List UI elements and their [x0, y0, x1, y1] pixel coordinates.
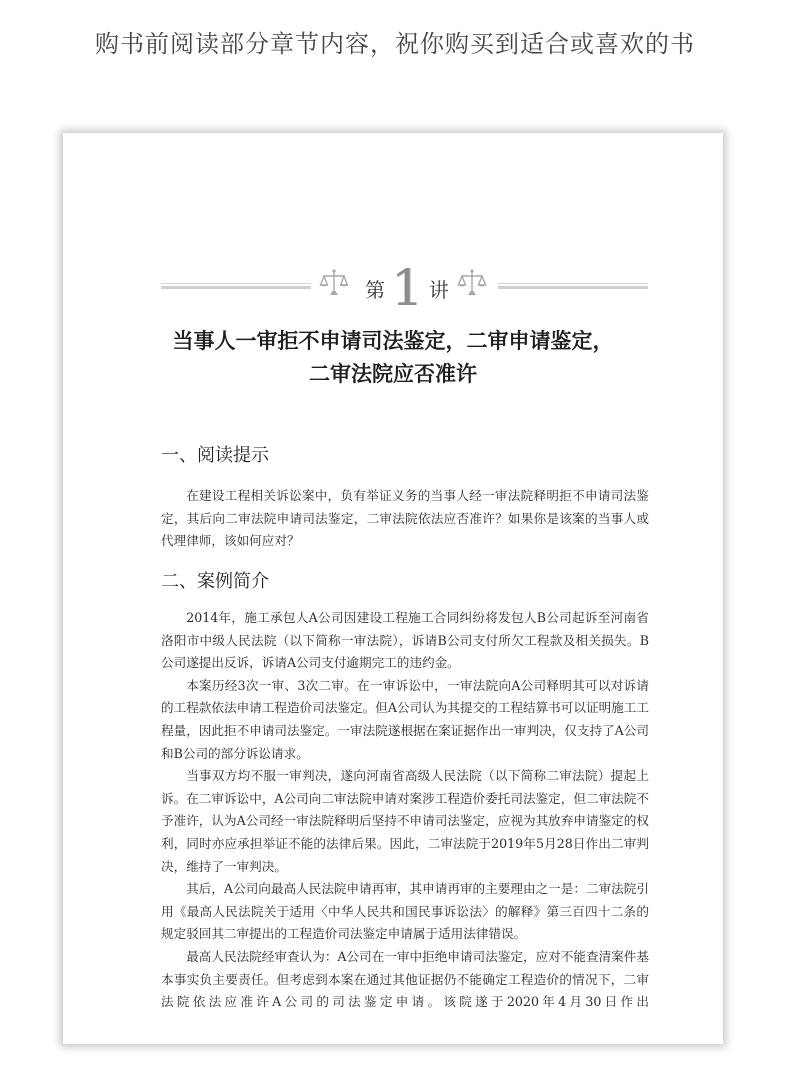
chapter-suffix: 讲 [428, 278, 449, 302]
preview-banner: 购书前阅读部分章节内容，祝你购买到适合或喜欢的书 [95, 30, 695, 58]
section-heading-reading-tips: 一、阅读提示 [161, 445, 269, 466]
section-body-case-summary [161, 607, 649, 1014]
chapter-title-line-1: 当事人一审拒不申请司法鉴定，二审申请鉴定， [172, 328, 614, 353]
chapter-header [161, 259, 649, 317]
paragraph: 最高人民法院经审查认为：A公司在一审中拒绝申请司法鉴定，应对不能查清案件基本事实负主要责任。但考虑到本案在通过其他证据仍不能确定工程造价的情况下，二审法院依法应准许A公司的司法鉴定申请。该院遂于2020年4月30日作出 [161, 948, 649, 1010]
chapter-prefix: 第 [365, 278, 386, 302]
paragraph: 当事双方均不服一审判决，遂向河南省高级人民法院（以下简称二审法院）提起上诉。在二审诉讼中，A公司向二审法院申请对案涉工程造价委托司法鉴定，但二审法院不予准许，认为A公司经一审法院释明后坚持不申请司法鉴定，应视为其放弃申请鉴定的权利，同时亦应承担举证不能的法律后果。因此，二审法院于2019年5月28日作出二审判决，维持了一审判决。 [161, 768, 649, 874]
decorative-rule-right [498, 283, 648, 289]
paragraph: 在建设工程相关诉讼案中，负有举证义务的当事人经一审法院释明拒不申请司法鉴定，其后向二审法院申请司法鉴定，二审法院依法应否准许？如果你是该案的当事人或代理律师，该如何应对？ [161, 488, 649, 549]
scales-of-justice-icon [457, 267, 487, 297]
scales-of-justice-icon [319, 267, 349, 297]
book-page [63, 133, 723, 1044]
paragraph: 其后，A公司向最高人民法院申请再审，其申请再审的主要理由之一是：二审法院引用《最高人民法院关于适用〈中华人民共和国民事诉讼法〉的解释》第三百四十二条的规定驳回其二审提出的工程造价司法鉴定申请属于适用法律错误。 [161, 881, 649, 942]
chapter-title-line-2: 二审法院应否准许 [309, 361, 477, 386]
chapter-label [357, 259, 457, 317]
paragraph: 本案历经3次一审、3次二审。在一审诉讼中，一审法院向A公司释明其可以对诉请的工程款依法申请工程造价司法鉴定。但A公司认为其提交的工程结算书可以证明施工工程量，因此拒不申请司法鉴定。一审法院遂根据在案证据作出一审判决，仅支持了A公司和B公司的部分诉讼请求。 [161, 677, 649, 761]
section-heading-case-summary: 二、案例简介 [161, 571, 269, 592]
chapter-number: 1 [391, 259, 423, 317]
section-body-reading-tips [161, 485, 649, 553]
paragraph: 2014年，施工承包人A公司因建设工程施工合同纠纷将发包人B公司起诉至河南省洛阳市中级人民法院（以下简称一审法院），诉请B公司支付所欠工程款及相关损失。B公司遂提出反诉，诉请A公司支付逾期完工的违约金。 [161, 610, 649, 671]
decorative-rule-left [161, 283, 311, 289]
